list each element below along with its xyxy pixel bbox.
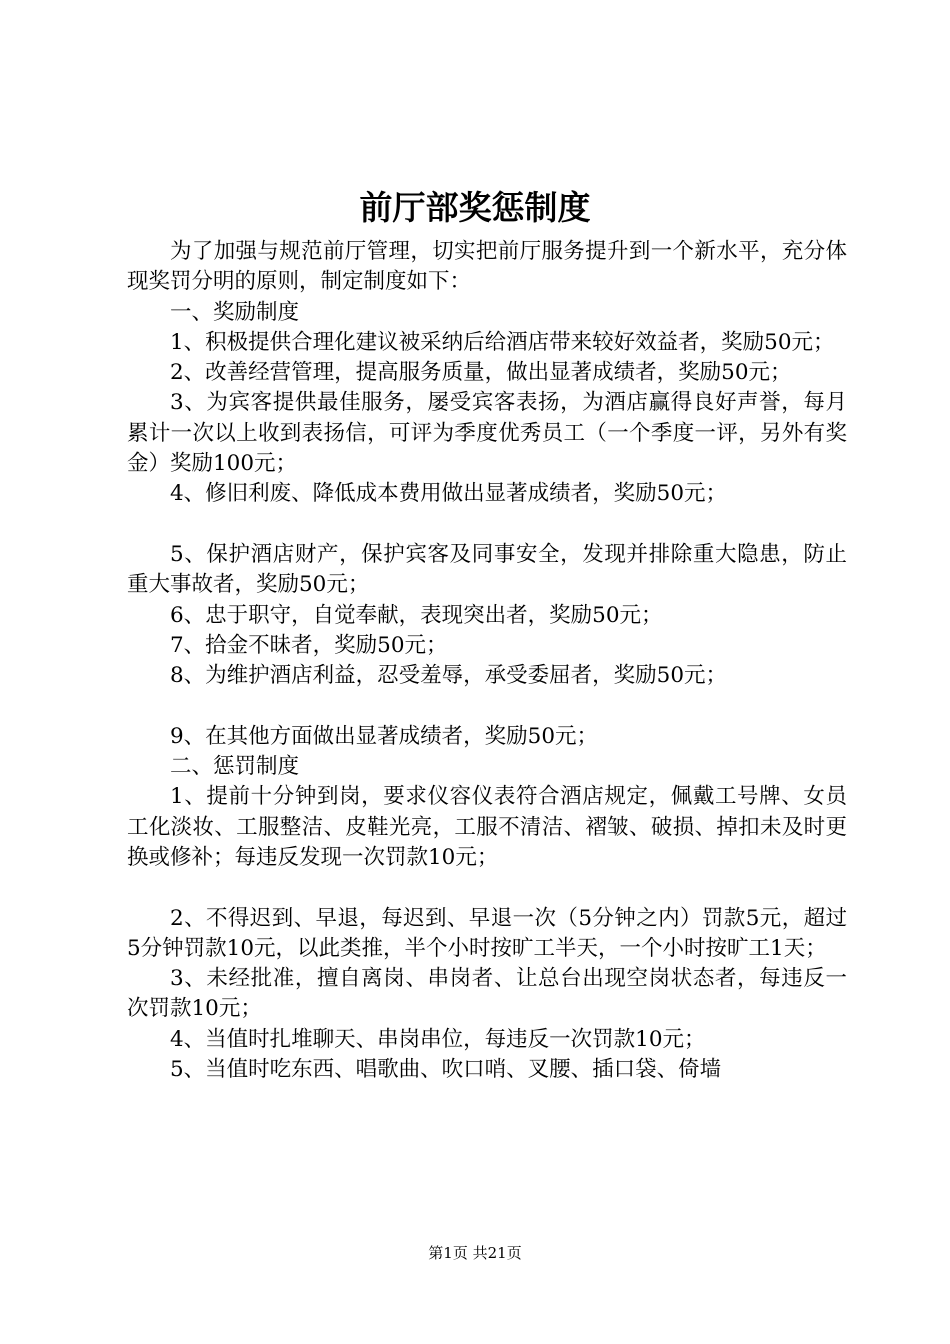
- document-body: [127, 237, 847, 1085]
- reward-item: 1、积极提供合理化建议被采纳后给酒店带来较好效益者，奖励50元；: [170, 329, 835, 355]
- section-heading-rewards: 一、奖励制度: [170, 299, 300, 325]
- reward-item: 9、在其他方面做出显著成绩者，奖励50元；: [170, 723, 599, 749]
- reward-item: 6、忠于职守，自觉奉献，表现突出者，奖励50元；: [170, 602, 663, 628]
- penalty-item: 4、当值时扎堆聊天、串岗串位，每违反一次罚款10元；: [170, 1026, 706, 1052]
- penalty-item: 1、提前十分钟到岗，要求仪容仪表符合酒店规定，佩戴工号牌、女员工化淡妆、工服整洁、皮鞋光亮，工服不清洁、褶皱、破损、掉扣未及时更换或修补；每违反发现一次罚款10元；: [127, 784, 847, 870]
- reward-item: 5、保护酒店财产，保护宾客及同事安全，发现并排除重大隐患，防止重大事故者，奖励50元；: [127, 541, 847, 598]
- intro-paragraph: 为了加强与规范前厅管理，切实把前厅服务提升到一个新水平，充分体现奖罚分明的原则，制定制度如下：: [127, 239, 847, 295]
- penalty-item: 3、未经批准，擅自离岗、串岗者、让总台出现空岗状态者，每违反一次罚款10元；: [127, 966, 847, 1022]
- section-heading-penalties: 二、惩罚制度: [170, 754, 300, 780]
- reward-item: 3、为宾客提供最佳服务，屡受宾客表扬，为酒店赢得良好声誉，每月累计一次以上收到表扬信，可评为季度优秀员工（一个季度一评，另外有奖金）奖励100元；: [127, 390, 847, 477]
- reward-item: 8、为维护酒店利益，忍受羞辱，承受委屈者，奖励50元；: [170, 663, 728, 689]
- reward-item: 4、修旧利废、降低成本费用做出显著成绩者，奖励50元；: [170, 481, 728, 507]
- document-title: 前厅部奖惩制度: [359, 188, 591, 227]
- reward-item: 7、拾金不昧者，奖励50元；: [170, 632, 448, 658]
- page-number: 第1页 共21页: [428, 1244, 522, 1262]
- reward-item: 2、改善经营管理，提高服务质量，做出显著成绩者，奖励50元；: [170, 360, 792, 386]
- penalty-item: 5、当值时吃东西、唱歌曲、吹口哨、叉腰、插口袋、倚墙: [170, 1057, 722, 1083]
- penalty-item: 2、不得迟到、早退，每迟到、早退一次（5分钟之内）罚款5元，超过5分钟罚款10元，以此类推，半个小时按旷工半天，一个小时按旷工1天；: [127, 905, 847, 961]
